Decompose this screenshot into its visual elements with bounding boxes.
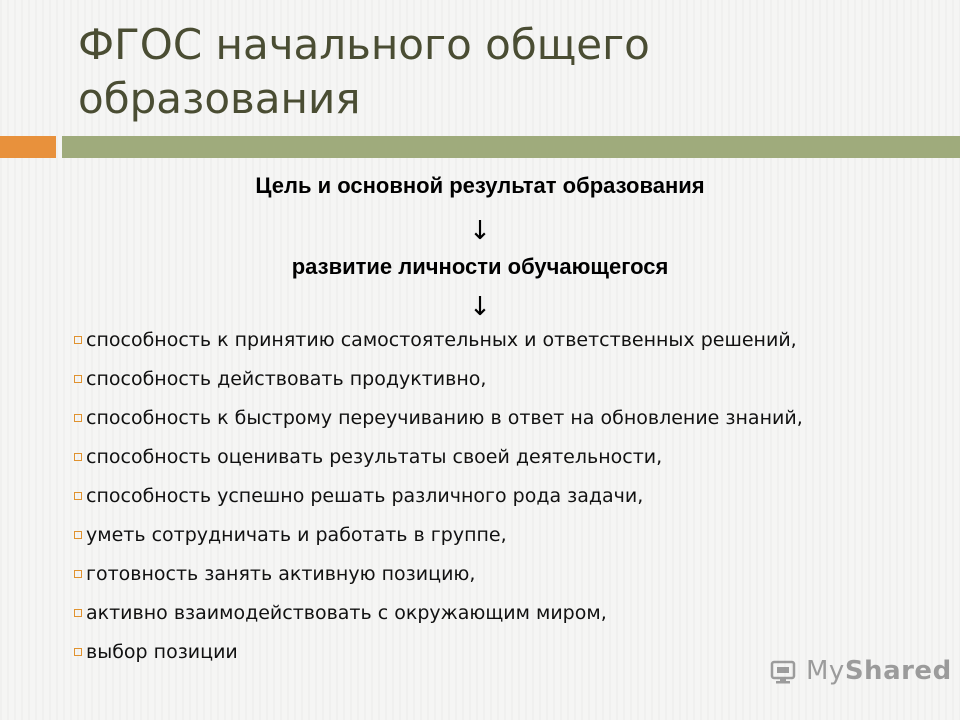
square-bullet-icon [74, 453, 82, 461]
square-bullet-icon [74, 492, 82, 500]
abilities-list [74, 329, 930, 680]
list-item [74, 485, 930, 507]
list-item-text: готовность занять активную позицию, [86, 563, 476, 585]
list-item-text: способность успешно решать различного рода задачи, [86, 485, 644, 507]
list-item-text: способность оценивать результаты своей деятельности, [86, 446, 663, 468]
square-bullet-icon [74, 648, 82, 656]
slide-title: ФГОС начального общего образования [78, 20, 650, 123]
list-item [74, 329, 930, 351]
list-item [74, 602, 930, 624]
goal-heading: Цель и основной результат образования [255, 173, 705, 198]
square-bullet-icon [74, 609, 82, 617]
list-item-text: способность к быстрому переучиванию в ответ на обновление знаний, [86, 407, 803, 429]
watermark-brand-text [806, 656, 952, 686]
list-item-text: способность к принятию самостоятельных и ответственных решений, [86, 329, 797, 351]
myshared-logo-icon [770, 658, 798, 684]
square-bullet-icon [74, 570, 82, 578]
list-item-text: выбор позиции [86, 641, 238, 663]
square-bullet-icon [74, 336, 82, 344]
myshared-watermark [770, 656, 952, 686]
arrow-down-icon: ↓ [469, 292, 491, 322]
list-item [74, 407, 930, 429]
list-item-text: способность действовать продуктивно, [86, 368, 487, 390]
title-underline-bar [62, 136, 960, 158]
development-heading: развитие личности обучающегося [291, 254, 669, 279]
list-item [74, 446, 930, 468]
watermark-brand-my: My [806, 656, 845, 686]
square-bullet-icon [74, 375, 82, 383]
list-item [74, 368, 930, 390]
list-item-text: уметь сотрудничать и работать в группе, [86, 524, 507, 546]
list-item-text: активно взаимодействовать с окружающим миром, [86, 602, 607, 624]
title-accent-bar [0, 136, 56, 158]
arrow-down-icon: ↓ [469, 216, 491, 246]
square-bullet-icon [74, 414, 82, 422]
square-bullet-icon [74, 531, 82, 539]
watermark-brand-shared: Shared [844, 656, 952, 686]
list-item [74, 524, 930, 546]
list-item [74, 563, 930, 585]
